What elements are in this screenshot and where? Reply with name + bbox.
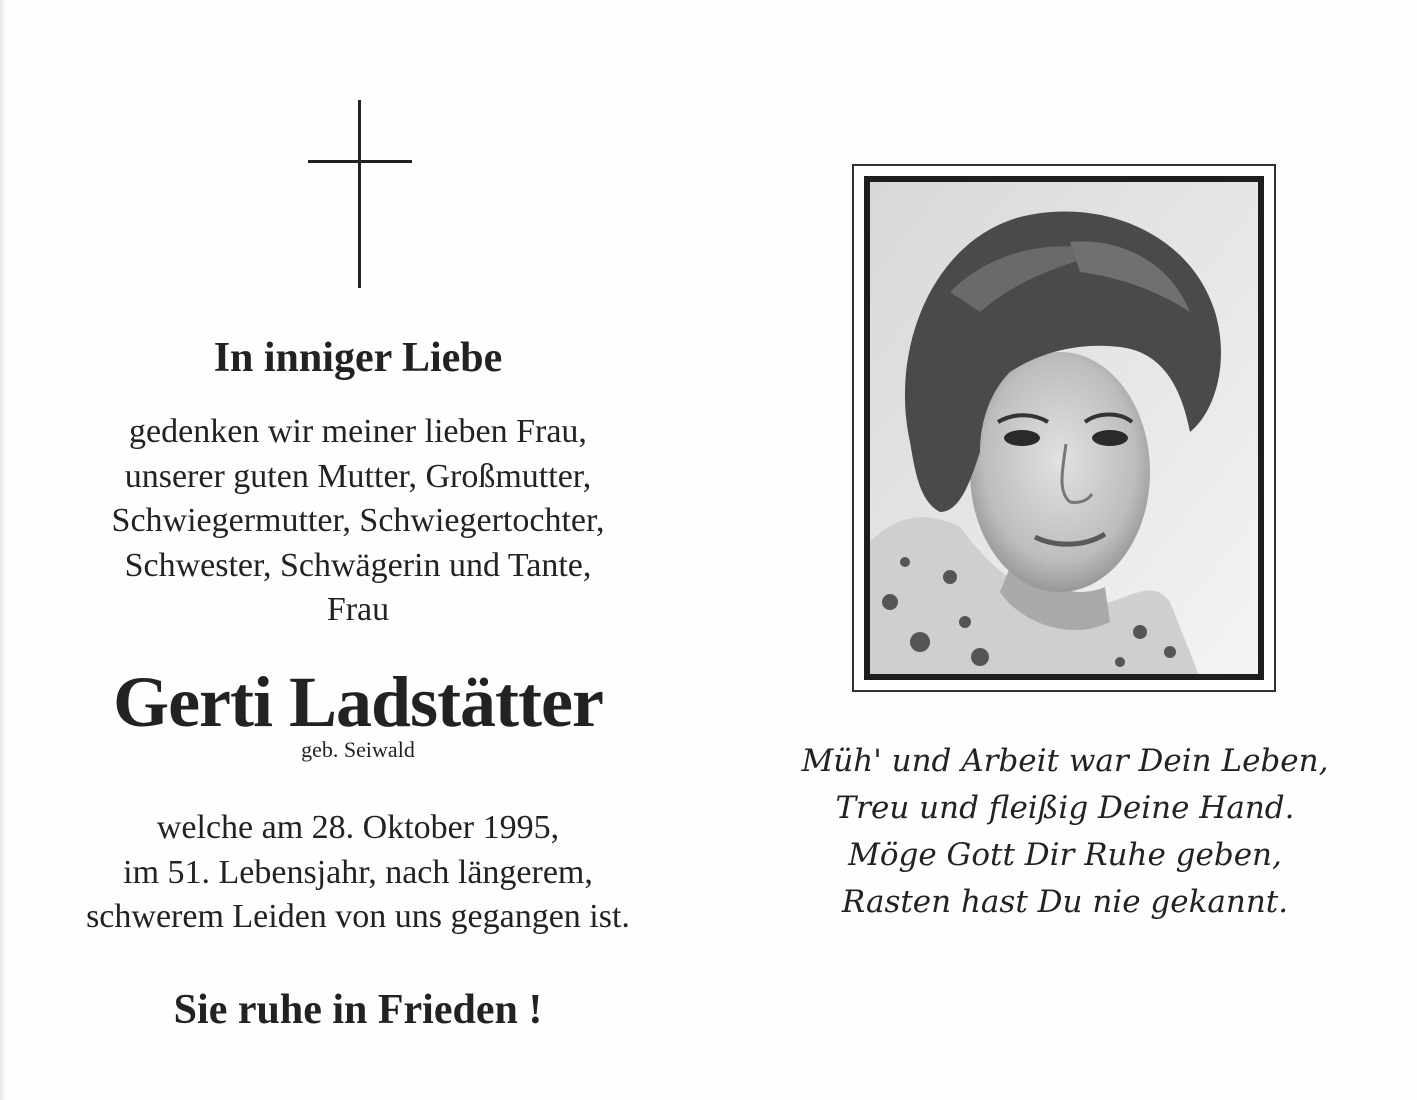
- verse-line: Treu und fleißig Deine Hand.: [835, 790, 1295, 826]
- verse-line: Rasten hast Du nie gekannt.: [841, 884, 1289, 920]
- death-line: schwerem Leiden von uns gegangen ist.: [86, 898, 630, 935]
- birth-name: geb. Seiwald: [301, 737, 415, 762]
- cross-icon: [308, 100, 412, 288]
- remembrance-line: unserer guten Mutter, Großmutter,: [124, 457, 592, 495]
- card-edge: [0, 0, 6, 1100]
- death-line: im 51. Lebensjahr, nach längerem,: [123, 853, 593, 891]
- verse-line: Müh' und Arbeit war Dein Leben,: [801, 743, 1329, 779]
- closing-text: Sie ruhe in Frieden !: [173, 987, 543, 1033]
- portrait-photo: [864, 176, 1264, 680]
- remembrance-line: Frau: [326, 591, 390, 628]
- photo-frame: [852, 164, 1276, 692]
- heading: In inniger Liebe: [213, 335, 503, 381]
- portrait-illustration: [870, 182, 1262, 678]
- death-text: [60, 806, 656, 940]
- death-line: welche am 28. Oktober 1995,: [156, 809, 560, 846]
- deceased-name: Gerti Ladstätter: [113, 662, 603, 742]
- remembrance-text: [60, 410, 656, 633]
- remembrance-line: Schwester, Schwägerin und Tante,: [124, 546, 592, 584]
- verse-line: Möge Gott Dir Ruhe geben,: [848, 837, 1282, 873]
- remembrance-line: gedenken wir meiner lieben Frau,: [129, 413, 587, 450]
- remembrance-line: Schwiegermutter, Schwiegertochter,: [111, 502, 605, 539]
- verse: [800, 738, 1330, 926]
